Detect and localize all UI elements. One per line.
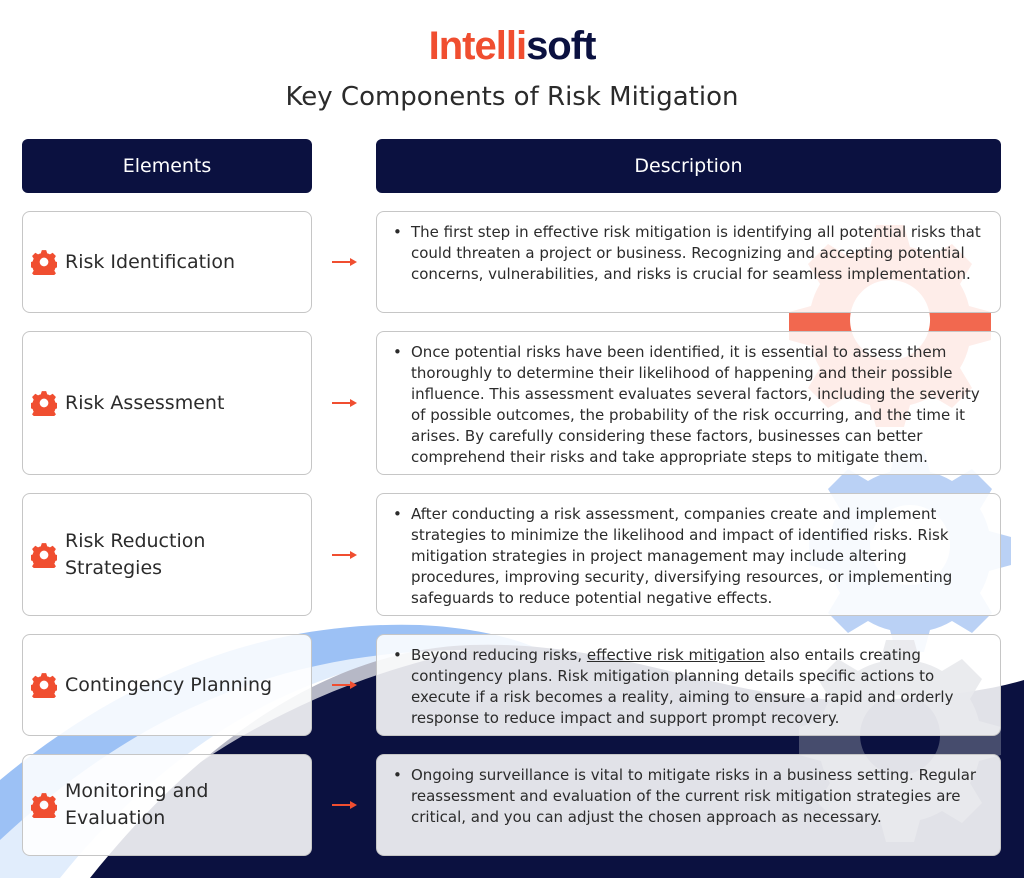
page-title: Key Components of Risk Mitigation — [285, 82, 739, 112]
element-card — [22, 634, 312, 736]
elements-header: Elements — [22, 139, 312, 193]
description-text-start: Beyond reducing risks, — [411, 646, 587, 664]
gear-icon — [31, 249, 57, 275]
logo-part2: soft — [526, 24, 596, 68]
bullet-icon: • — [393, 223, 402, 241]
arrow-right-icon — [332, 257, 358, 267]
element-card — [22, 331, 312, 475]
element-label: Risk Reduction Strategies — [65, 529, 206, 579]
description-card — [376, 331, 1001, 475]
element-label: Contingency Planning — [65, 673, 273, 696]
arrow-right-icon — [332, 398, 358, 408]
gear-icon — [31, 792, 57, 818]
element-label: Monitoring and Evaluation — [65, 780, 209, 829]
element-card — [22, 493, 312, 616]
gear-icon — [31, 390, 57, 416]
bullet-icon: • — [393, 505, 402, 523]
element-card — [22, 754, 312, 856]
description-text: Once potential risks have been identified, it is essential to assess them thoroughly to determine their likelihood of happening and their possible influence. This assessment evaluates several factors, including the severity of possible outcomes, the probability of the risk occurring, and the time it arises. By carefully considering these factors, businesses can better comprehend their risks and take appropriate steps to mitigate them. — [411, 343, 980, 466]
arrow-right-icon — [332, 680, 358, 690]
element-card — [22, 211, 312, 313]
description-text: Ongoing surveillance is vital to mitigate risks in a business setting. Regular reassessment and evaluation of the current risk mitigation strategies are critical, and you can adjust the chosen approach as necessary. — [411, 766, 977, 826]
intellisoft-logo — [0, 24, 1024, 69]
gear-icon — [31, 542, 57, 568]
description-text: After conducting a risk assessment, companies create and implement strategies to minimize the likelihood and impact of identified risks. Risk mitigation strategies in project management may include altering procedures, improving security, diversifying resources, or implementing safeguards to reduce potential negative effects. — [411, 505, 953, 607]
bullet-icon: • — [393, 766, 402, 784]
arrow-right-icon — [332, 800, 358, 810]
description-text-end: also entails creating contingency plans. Risk mitigation planning details specific actions to execute if a risk becomes a reality, aiming to ensure a rapid and orderly response to reduce impact and support prompt recovery. — [411, 646, 954, 727]
bullet-icon: • — [393, 343, 402, 361]
description-text: The first step in effective risk mitigation is identifying all potential risks that could threaten a project or business. Recognizing and accepting potential concerns, vulnerabilities, and risks is crucial for seamless implementation. — [411, 223, 981, 283]
description-card — [376, 634, 1001, 736]
arrow-right-icon — [332, 550, 358, 560]
bullet-icon: • — [393, 646, 402, 664]
logo-part1: Intelli — [428, 24, 527, 68]
description-card — [376, 493, 1001, 616]
description-header: Description — [376, 139, 1001, 193]
element-label: Risk Identification — [65, 250, 235, 273]
element-label: Risk Assessment — [65, 391, 225, 414]
description-card — [376, 211, 1001, 313]
effective-risk-mitigation-link[interactable]: effective risk mitigation — [586, 646, 765, 664]
description-card — [376, 754, 1001, 856]
gear-icon — [31, 672, 57, 698]
